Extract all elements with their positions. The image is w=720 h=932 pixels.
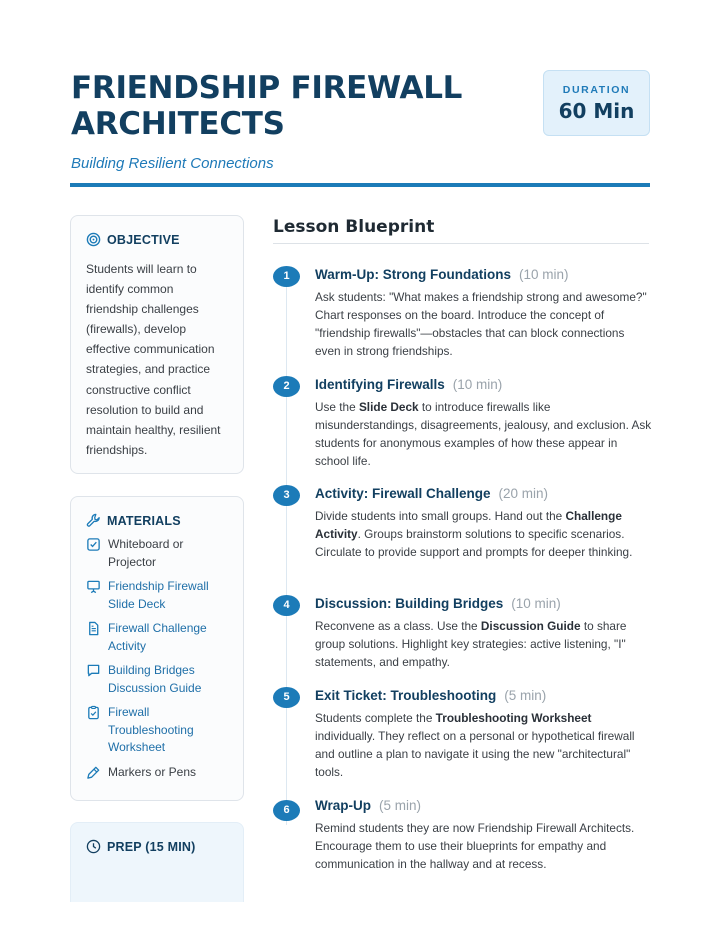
checkbox-icon xyxy=(86,537,101,552)
step-highlight: Discussion Guide xyxy=(480,619,581,633)
materials-heading-text: MATERIALS xyxy=(107,513,181,528)
step-title: Wrap-Up (5 min) xyxy=(315,798,422,813)
document-icon xyxy=(86,621,101,636)
duration-value: 60 Min xyxy=(558,99,635,123)
step-number: 2 xyxy=(273,376,300,397)
material-link[interactable]: Friendship Firewall Slide Deck xyxy=(108,579,209,611)
step-description: Students complete the Troubleshooting Worksheet individually. They reflect on a personal or hypothetical firewall and outline a plan to navigate it using the new "architectural" tools. xyxy=(315,711,635,779)
prep-heading-text: PREP (15 MIN) xyxy=(107,839,196,854)
prep-heading xyxy=(86,839,228,854)
objective-heading xyxy=(86,232,228,247)
step-number: 5 xyxy=(273,687,300,708)
page-title: FRIENDSHIP FIREWALL ARCHITECTS xyxy=(71,70,463,142)
step-title: Activity: Firewall Challenge (20 min) xyxy=(315,486,549,501)
step-title: Exit Ticket: Troubleshooting (5 min) xyxy=(315,688,547,703)
material-link[interactable]: Building Bridges Discussion Guide xyxy=(108,663,202,695)
target-icon xyxy=(86,232,101,247)
header xyxy=(71,70,521,172)
step-duration: (10 min) xyxy=(511,596,561,611)
step-description: Reconvene as a class. Use the Discussion Guide to share group solutions. Highlight key strategies: active listening, "I" statements, and empathy. xyxy=(315,619,627,669)
material-label: Whiteboard or Projector xyxy=(108,537,184,569)
material-label: Markers or Pens xyxy=(108,764,197,779)
objective-card xyxy=(70,215,244,474)
material-item-challenge-activity[interactable] xyxy=(86,620,228,655)
material-item-slide-deck[interactable] xyxy=(86,578,228,613)
step-number: 6 xyxy=(273,800,300,821)
presentation-icon xyxy=(86,579,101,594)
step-title: Discussion: Building Bridges (10 min) xyxy=(315,596,561,611)
step-number: 3 xyxy=(273,485,300,506)
step-duration: (5 min) xyxy=(379,798,422,813)
step-highlight: Troubleshooting Worksheet xyxy=(435,711,592,725)
step-highlight: Challenge Activity xyxy=(315,509,622,541)
prep-card xyxy=(70,822,244,902)
blueprint-divider xyxy=(273,243,649,244)
step-description: Remind students they are now Friendship Firewall Architects. Encourage them to use their blueprints for empathy and communication in the hallway and at recess. xyxy=(315,821,635,871)
step-duration: (10 min) xyxy=(518,267,569,282)
step-title: Identifying Firewalls (10 min) xyxy=(315,377,503,392)
timeline-line xyxy=(286,285,287,825)
header-divider xyxy=(70,183,650,187)
material-item-markers xyxy=(86,764,228,782)
step-title: Warm-Up: Strong Foundations (10 min) xyxy=(315,267,569,282)
step-duration: (5 min) xyxy=(504,688,547,703)
duration-label: DURATION xyxy=(562,84,631,96)
step-description: Divide students into small groups. Hand out the Challenge Activity. Groups brainstorm solutions to specific scenarios. Circulate to provide support and prompts for deeper thinking. xyxy=(315,509,633,559)
blueprint-title: Lesson Blueprint xyxy=(273,217,435,237)
material-item-whiteboard xyxy=(86,536,228,571)
duration-badge xyxy=(543,70,650,136)
step-description: Ask students: "What makes a friendship strong and awesome?" Chart responses on the board. Introduce the concept of "friendship firewalls"—obstacles that can block connections even in strong friendships. xyxy=(315,290,647,358)
step-duration: (20 min) xyxy=(498,486,549,501)
step-highlight: Slide Deck xyxy=(358,400,419,414)
chat-icon xyxy=(86,663,101,678)
wrench-icon xyxy=(86,513,101,528)
material-item-discussion-guide[interactable] xyxy=(86,662,228,697)
material-link[interactable]: Firewall Troubleshooting Worksheet xyxy=(108,705,194,754)
objective-heading-text: OBJECTIVE xyxy=(107,232,180,247)
material-link[interactable]: Firewall Challenge Activity xyxy=(108,621,207,653)
material-item-worksheet[interactable] xyxy=(86,704,228,757)
materials-card xyxy=(70,496,244,801)
step-description: Use the Slide Deck to introduce firewalls like misunderstandings, disagreements, jealousy, and exclusion. Ask students for anonymous examples of how these appear in school life. xyxy=(315,400,652,468)
pen-icon xyxy=(86,765,101,780)
step-number: 4 xyxy=(273,595,300,616)
step-number: 1 xyxy=(273,266,300,287)
materials-list xyxy=(86,536,228,781)
page-subtitle: Building Resilient Connections xyxy=(71,155,274,172)
objective-text: Students will learn to identify common friendship challenges (firewalls), develop effective communication strategies, and practice constructive conflict resolution to build and maintain healthy, resilient friendships. xyxy=(86,262,221,457)
clock-icon xyxy=(86,839,101,854)
clipboard-check-icon xyxy=(86,705,101,720)
materials-heading xyxy=(86,513,228,528)
step-duration: (10 min) xyxy=(452,377,503,392)
